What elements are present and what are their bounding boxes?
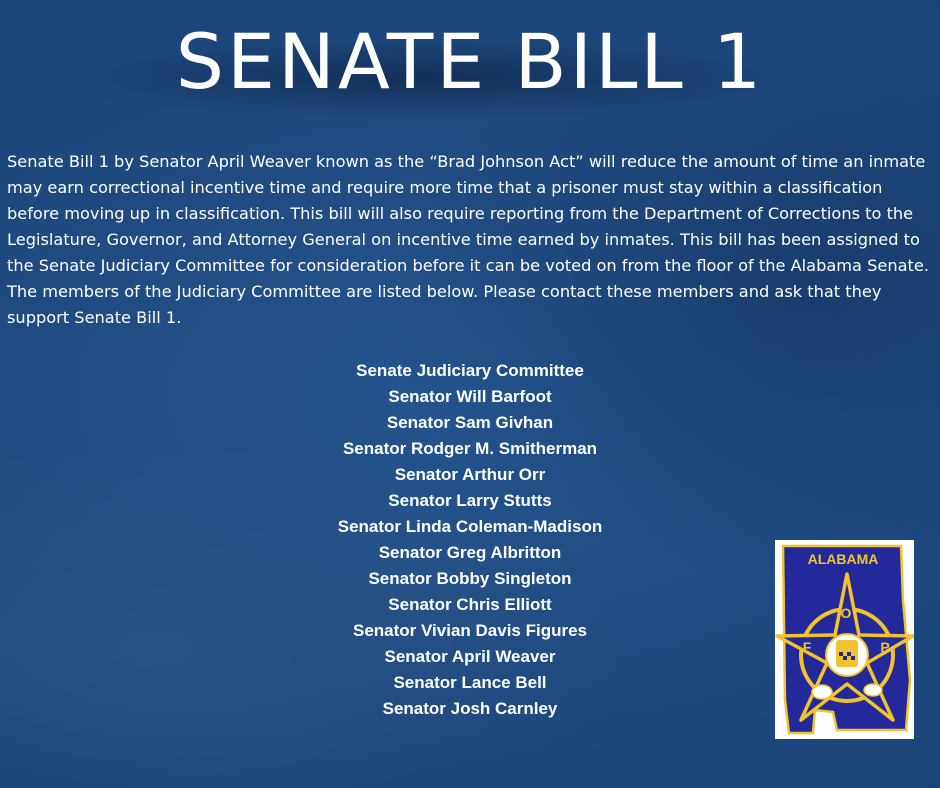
- logo-state-name: ALABAMA: [807, 551, 879, 567]
- committee-member: Senator Chris Elliott: [388, 595, 552, 614]
- committee-member: Senator Sam Givhan: [386, 413, 554, 432]
- logo-checker: [843, 656, 847, 660]
- bill-description: Senate Bill 1 by Senator April Weaver known as the “Brad Johnson Act” will reduce the amount of time an inmate may earn correctional incentive time and require more time that a prisoner must stay within a classification before moving up in classification. This bill will also require reporting from the Department of Corrections to the Legislature, Governor, and Attorney General on incentive time earned by inmates. This bill has been assigned to the Senate Judiciary Committee for consideration before it can be voted on from the floor of the Alabama Senate. The members of the Judiciary Committee are listed below. Please contact these members and ask that they support Senate Bill 1.: [7, 152, 929, 327]
- committee-heading: Senate Judiciary Committee: [356, 361, 584, 380]
- committee-member: Senator Will Barfoot: [388, 387, 552, 406]
- committee-member: Senator Linda Coleman-Madison: [337, 517, 603, 536]
- committee-member: Senator Larry Stutts: [388, 491, 552, 510]
- logo-checker: [851, 656, 855, 660]
- logo-hands: [864, 684, 882, 696]
- logo-letter-o: O: [840, 605, 852, 621]
- page-title: SENATE BILL 1: [175, 17, 765, 106]
- committee-member: Senator Arthur Orr: [394, 465, 546, 484]
- logo-checker: [847, 652, 851, 656]
- logo-hands: [812, 685, 832, 699]
- logo-letter-p: P: [880, 639, 890, 655]
- committee-member: Senator April Weaver: [384, 647, 556, 666]
- committee-member: Senator Bobby Singleton: [368, 569, 572, 588]
- fop-star-icon: [775, 540, 914, 739]
- logo-letter-f: F: [802, 639, 812, 655]
- committee-member: Senator Lance Bell: [393, 673, 547, 692]
- committee-member: Senator Rodger M. Smitherman: [342, 439, 598, 458]
- alabama-fop-logo: [775, 540, 914, 739]
- committee-member: Senator Greg Albritton: [378, 543, 562, 562]
- committee-list: [240, 358, 700, 722]
- committee-member: Senator Vivian Davis Figures: [353, 621, 587, 640]
- logo-checker: [839, 652, 843, 656]
- committee-member: Senator Josh Carnley: [382, 699, 558, 718]
